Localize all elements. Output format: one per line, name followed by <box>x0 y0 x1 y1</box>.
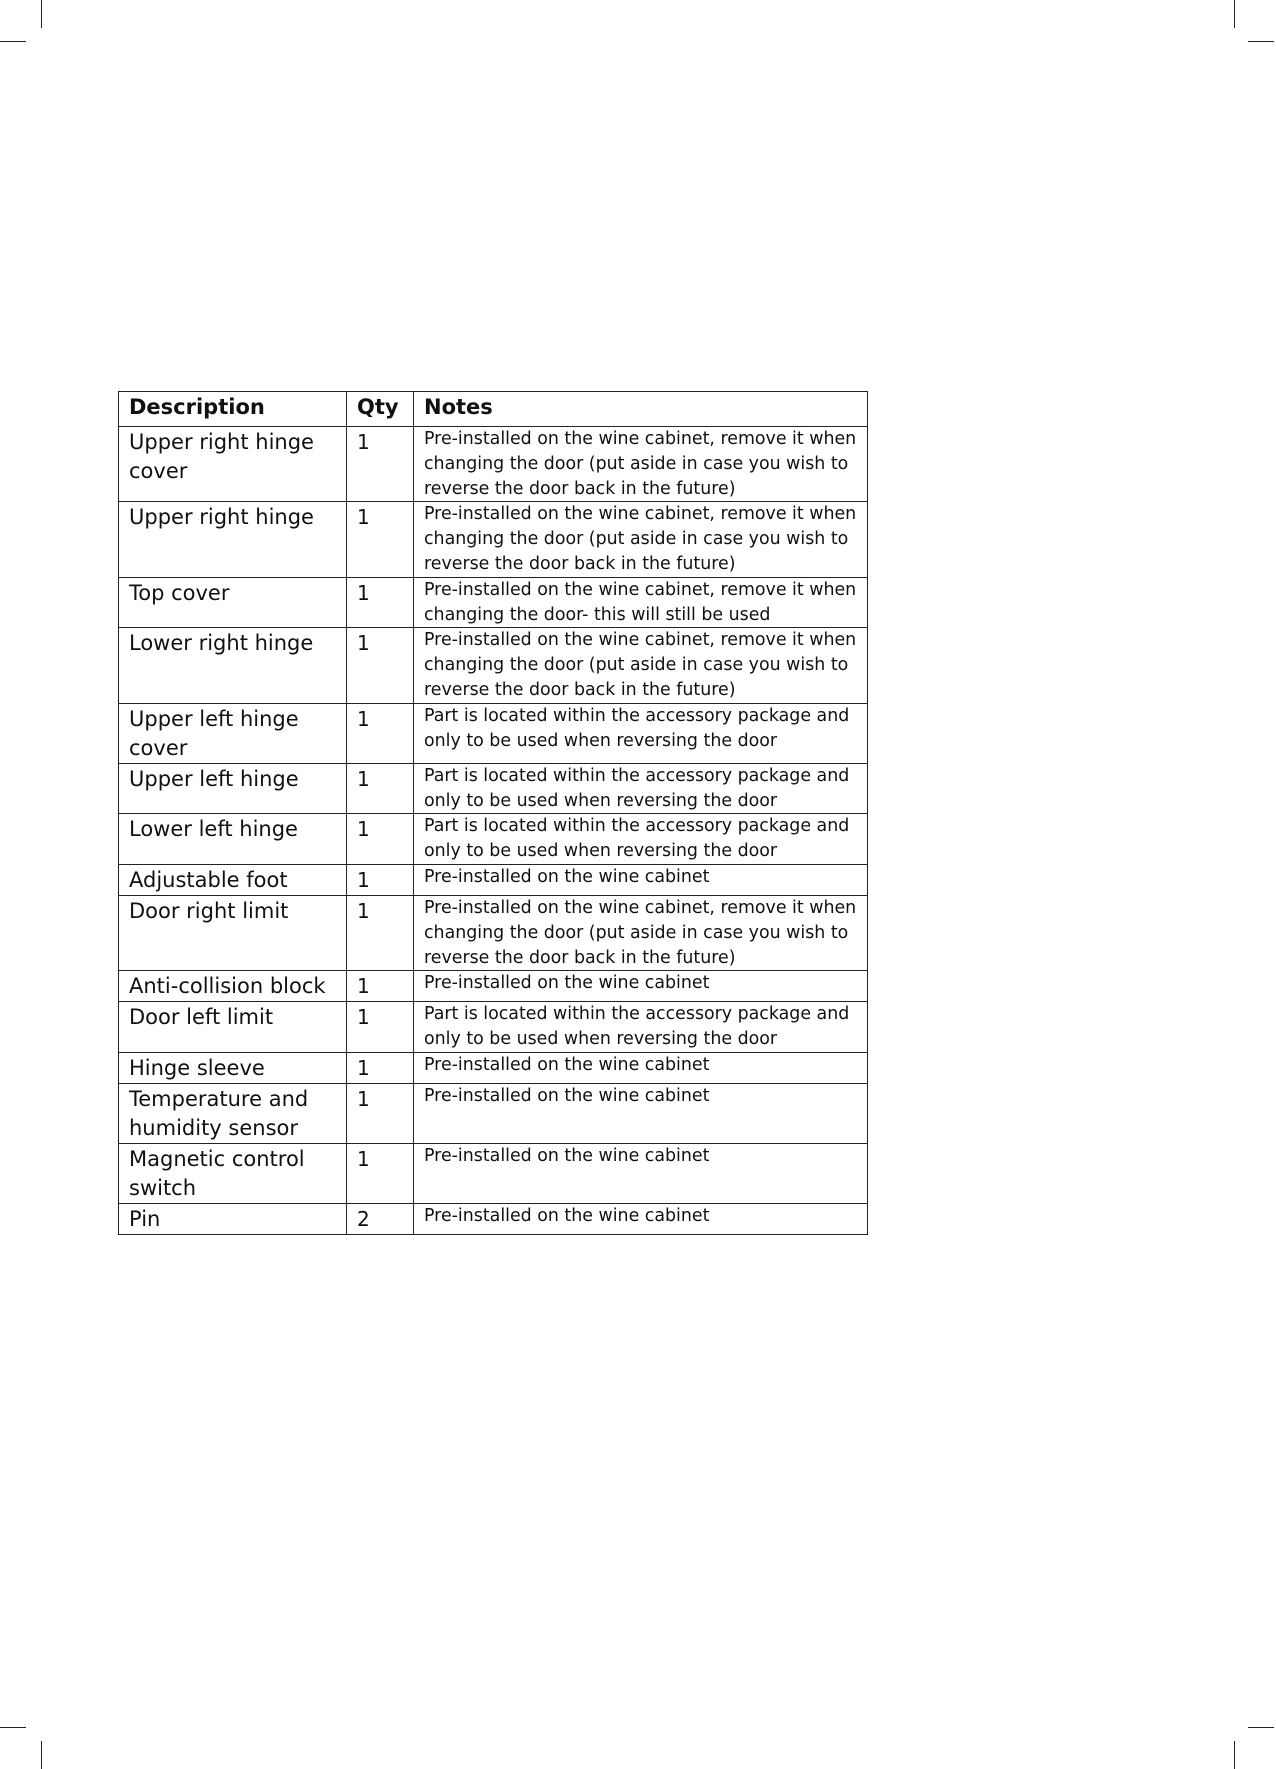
crop-mark <box>41 0 42 28</box>
cell-notes: Pre-installed on the wine cabinet, remove it when changing the door (put aside in case you wish to reverse the door back in the future) <box>414 628 868 703</box>
table-row <box>119 502 868 577</box>
table-row <box>119 1002 868 1053</box>
cell-qty: 1 <box>347 1002 414 1053</box>
cell-qty: 1 <box>347 971 414 1002</box>
crop-mark <box>0 1727 26 1728</box>
crop-mark <box>1234 0 1235 28</box>
header-qty: Qty <box>347 392 414 427</box>
table-row <box>119 1143 868 1203</box>
crop-mark <box>1248 41 1274 42</box>
cell-notes: Part is located within the accessory package and only to be used when reversing the door <box>414 703 868 763</box>
cell-qty: 1 <box>347 1143 414 1203</box>
cell-description: Upper left hinge <box>119 763 347 814</box>
cell-qty: 1 <box>347 628 414 703</box>
cell-qty: 1 <box>347 763 414 814</box>
table-row <box>119 864 868 895</box>
cell-qty: 1 <box>347 502 414 577</box>
crop-mark <box>41 1741 42 1769</box>
cell-notes: Pre-installed on the wine cabinet <box>414 1203 868 1234</box>
cell-description: Adjustable foot <box>119 864 347 895</box>
cell-description: Temperature and humidity sensor <box>119 1083 347 1143</box>
table-row <box>119 814 868 865</box>
cell-notes: Pre-installed on the wine cabinet <box>414 1052 868 1083</box>
cell-description: Hinge sleeve <box>119 1052 347 1083</box>
table-row <box>119 1083 868 1143</box>
crop-mark <box>1234 1741 1235 1769</box>
cell-notes: Pre-installed on the wine cabinet, remove it when changing the door- this will still be used <box>414 577 868 628</box>
table-row <box>119 703 868 763</box>
crop-mark <box>1248 1727 1274 1728</box>
cell-qty: 1 <box>347 1052 414 1083</box>
cell-description: Anti-collision block <box>119 971 347 1002</box>
cell-description: Door left limit <box>119 1002 347 1053</box>
crop-mark <box>0 41 26 42</box>
cell-notes: Part is located within the accessory package and only to be used when reversing the door <box>414 1002 868 1053</box>
cell-qty: 1 <box>347 427 414 502</box>
cell-notes: Part is located within the accessory package and only to be used when reversing the door <box>414 814 868 865</box>
cell-qty: 1 <box>347 864 414 895</box>
parts-table <box>118 391 868 1235</box>
table-row <box>119 1203 868 1234</box>
cell-description: Top cover <box>119 577 347 628</box>
cell-description: Lower left hinge <box>119 814 347 865</box>
cell-description: Magnetic control switch <box>119 1143 347 1203</box>
table-row <box>119 971 868 1002</box>
cell-description: Door right limit <box>119 895 347 970</box>
cell-qty: 2 <box>347 1203 414 1234</box>
cell-description: Upper right hinge <box>119 502 347 577</box>
table-row <box>119 895 868 970</box>
table-header-row <box>119 392 868 427</box>
cell-notes: Pre-installed on the wine cabinet <box>414 1143 868 1203</box>
cell-description: Upper left hinge cover <box>119 703 347 763</box>
table-row <box>119 628 868 703</box>
cell-notes: Pre-installed on the wine cabinet <box>414 864 868 895</box>
cell-notes: Pre-installed on the wine cabinet, remove it when changing the door (put aside in case you wish to reverse the door back in the future) <box>414 895 868 970</box>
table-row <box>119 577 868 628</box>
cell-notes: Pre-installed on the wine cabinet <box>414 1083 868 1143</box>
cell-qty: 1 <box>347 1083 414 1143</box>
table-row <box>119 1052 868 1083</box>
cell-qty: 1 <box>347 577 414 628</box>
header-description: Description <box>119 392 347 427</box>
cell-description: Pin <box>119 1203 347 1234</box>
cell-qty: 1 <box>347 814 414 865</box>
cell-qty: 1 <box>347 703 414 763</box>
table-row <box>119 763 868 814</box>
header-notes: Notes <box>414 392 868 427</box>
cell-description: Upper right hinge cover <box>119 427 347 502</box>
cell-notes: Pre-installed on the wine cabinet, remove it when changing the door (put aside in case you wish to reverse the door back in the future) <box>414 502 868 577</box>
cell-notes: Part is located within the accessory package and only to be used when reversing the door <box>414 763 868 814</box>
table-row <box>119 427 868 502</box>
cell-description: Lower right hinge <box>119 628 347 703</box>
cell-qty: 1 <box>347 895 414 970</box>
cell-notes: Pre-installed on the wine cabinet <box>414 971 868 1002</box>
cell-notes: Pre-installed on the wine cabinet, remove it when changing the door (put aside in case you wish to reverse the door back in the future) <box>414 427 868 502</box>
